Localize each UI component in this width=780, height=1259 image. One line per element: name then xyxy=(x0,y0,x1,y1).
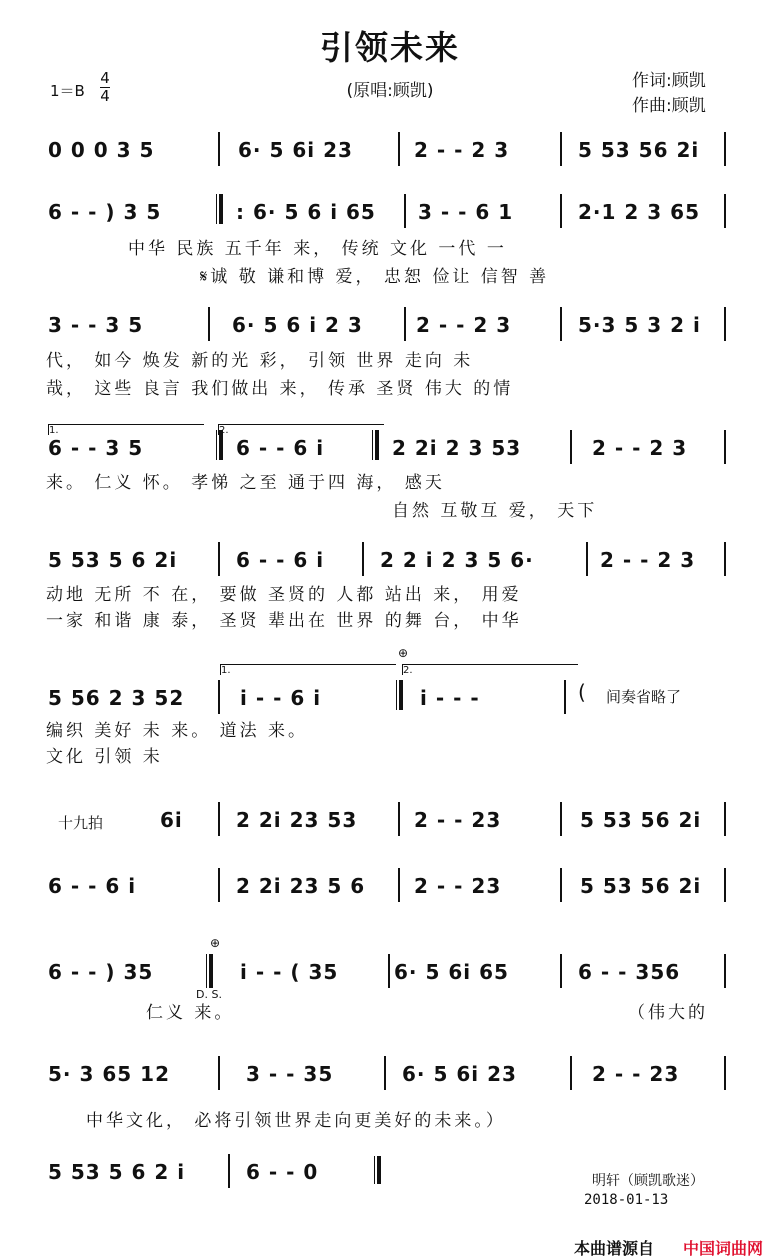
barline xyxy=(404,194,406,228)
measure-notes: 2 2i 23 53 xyxy=(236,808,358,832)
lyricist: 作词:顾凯 xyxy=(632,71,706,91)
footer-site-link[interactable]: 中国词曲网 xyxy=(683,1239,764,1258)
measure-notes: 0 0 0 3 5 xyxy=(48,138,155,162)
lyric-line: 自然 互敬互 爱， 天下 xyxy=(392,501,598,521)
final-barline xyxy=(374,1156,381,1184)
measure-notes: 6 - - ) 3 5 xyxy=(48,200,162,224)
barline xyxy=(228,1154,230,1188)
lyric-line: 代， 如今 焕发 新的光 彩， 引领 世界 走向 未 xyxy=(46,351,474,371)
measure-notes: 6 - - 0 xyxy=(246,1160,319,1184)
measure-notes: 2 - - 23 xyxy=(414,874,502,898)
measure-notes: 6 - - 6 i xyxy=(236,548,325,572)
measure-notes: 6 - - 6 i xyxy=(48,874,137,898)
volta-2b: 2. xyxy=(402,664,578,675)
footer-source-label: 本曲谱源自 xyxy=(574,1239,655,1258)
barline xyxy=(570,430,572,464)
lyric-line: 编织 美好 未 来。 道法 来。 xyxy=(46,721,309,741)
barline xyxy=(724,954,726,988)
measure-notes: 2 2 i 2 3 5 6· xyxy=(380,548,534,572)
barline xyxy=(218,542,220,576)
barline xyxy=(724,307,726,341)
time-signature-bottom: 4 xyxy=(100,87,110,105)
measure-notes: 5 53 5 6 2i xyxy=(48,548,178,572)
barline xyxy=(218,868,220,902)
measure-notes: i - - 6 i xyxy=(240,686,322,710)
coda-icon: ⊕ xyxy=(398,646,409,660)
barline xyxy=(560,194,562,228)
page-title: 引领未来 xyxy=(320,28,460,67)
repeat-end-barline-2 xyxy=(396,680,403,710)
ds-mark: D. S. xyxy=(196,988,222,1001)
key-signature: 1＝B xyxy=(50,82,85,100)
barline xyxy=(218,802,220,836)
lyric-line: 一家 和谐 康 泰， 圣贤 辈出在 世界 的舞 台， 中华 xyxy=(46,611,522,631)
barline xyxy=(218,132,220,166)
barline xyxy=(218,680,220,714)
lyric-line: （伟大的 xyxy=(628,1003,708,1023)
lyric-line: 来。 仁义 怀。 孝悌 之至 通于四 海， 感天 xyxy=(46,473,445,493)
measure-notes: 2 - - 23 xyxy=(592,1062,680,1086)
barline xyxy=(398,868,400,902)
measure-notes: 6 - - 3 5 xyxy=(48,436,144,460)
time-signature xyxy=(100,70,110,105)
measure-notes: 5 53 56 2i xyxy=(578,138,700,162)
measure-notes: 2 - - 2 3 xyxy=(600,548,696,572)
measure-notes: 6· 5 6i 23 xyxy=(402,1062,517,1086)
measure-notes: 5 53 56 2i xyxy=(580,808,702,832)
lyric-line: 哉， 这些 良言 我们做出 来， 传承 圣贤 伟大 的情 xyxy=(46,379,514,399)
measure-notes: 2·1 2 3 65 xyxy=(578,200,700,224)
volta-1: 1. xyxy=(48,424,204,435)
measure-notes: 6· 5 6i 65 xyxy=(394,960,509,984)
barline xyxy=(586,542,588,576)
barline xyxy=(570,1056,572,1090)
barline xyxy=(560,307,562,341)
measure-notes: 3 - - 35 xyxy=(246,1062,334,1086)
measure-notes: 2 2i 23 5 6 xyxy=(236,874,366,898)
measure-notes: i - - ( 35 xyxy=(240,960,339,984)
lyric-line: 仁义 来。 xyxy=(146,1003,235,1023)
composer: 作曲:顾凯 xyxy=(632,96,706,116)
barline xyxy=(724,430,726,464)
measure-notes: 2 2i 2 3 53 xyxy=(392,436,522,460)
measure-notes: i - - - xyxy=(420,686,480,710)
barline xyxy=(398,132,400,166)
nineteen-beats-label: 十九拍 xyxy=(58,814,104,832)
measure-notes: 5 56 2 3 52 xyxy=(48,686,185,710)
measure-notes: 6 - - 356 xyxy=(578,960,681,984)
lyric-line: 中华 民族 五千年 来， 传统 文化 一代 一 xyxy=(128,239,507,259)
measure-notes: 5 53 56 2i xyxy=(580,874,702,898)
measure-notes: 6· 5 6i 23 xyxy=(238,138,353,162)
final-segment-barline xyxy=(206,954,213,988)
measure-notes: 2 - - 23 xyxy=(414,808,502,832)
repeat-start-barline xyxy=(216,194,223,224)
time-signature-top: 4 xyxy=(100,69,110,87)
barline xyxy=(724,868,726,902)
measure-notes: 3 - - 3 5 xyxy=(48,313,144,337)
interlude-note: 间奏省略了 xyxy=(606,688,682,706)
barline xyxy=(560,868,562,902)
measure-notes: 6i xyxy=(160,808,183,832)
measure-notes: 6 - - ) 35 xyxy=(48,960,154,984)
barline xyxy=(560,954,562,988)
barline xyxy=(724,194,726,228)
volta-2: 2. xyxy=(218,424,384,435)
lyric-line: 文化 引领 未 xyxy=(46,747,163,767)
lyric-line: 中华文化， 必将引领世界走向更美好的未来。） xyxy=(86,1111,506,1131)
barline xyxy=(724,132,726,166)
coda-icon-2: ⊕ xyxy=(210,936,221,950)
repeat-end-barline xyxy=(216,430,223,460)
measure-notes: 2 - - 2 3 xyxy=(414,138,510,162)
measure-notes: 6 - - 6 i xyxy=(236,436,325,460)
barline xyxy=(384,1056,386,1090)
barline xyxy=(218,1056,220,1090)
measure-notes: : 6· 5 6 i 65 xyxy=(236,200,376,224)
credit: 明轩（顾凯歌迷） xyxy=(592,1173,704,1189)
lyric-line: 动地 无所 不 在， 要做 圣贤的 人都 站出 来， 用爱 xyxy=(46,585,522,605)
barline xyxy=(208,307,210,341)
measure-notes: 2 - - 2 3 xyxy=(592,436,688,460)
measure-notes: 5·3 5 3 2 i xyxy=(578,313,701,337)
lyric-line: 𝄋诚 敬 谦和博 爱， 忠恕 俭让 信智 善 xyxy=(200,267,550,287)
barline xyxy=(560,132,562,166)
measure-notes: 3 - - 6 1 xyxy=(418,200,514,224)
repeat-start-barline-2 xyxy=(372,430,379,460)
volta-1b: 1. xyxy=(220,664,396,675)
barline xyxy=(724,1056,726,1090)
barline xyxy=(362,542,364,576)
measure-notes: 5· 3 65 12 xyxy=(48,1062,170,1086)
measure-notes: 2 - - 2 3 xyxy=(416,313,512,337)
barline xyxy=(404,307,406,341)
barline xyxy=(724,542,726,576)
barline xyxy=(388,954,390,988)
date: 2018-01-13 xyxy=(584,1192,669,1208)
original-singer: (原唱:顾凯) xyxy=(346,81,434,101)
barline xyxy=(560,802,562,836)
barline xyxy=(724,802,726,836)
measure-notes: 5 53 5 6 2 i xyxy=(48,1160,186,1184)
open-paren: ( xyxy=(578,680,586,704)
barline xyxy=(398,802,400,836)
measure-notes: 6· 5 6 i 2 3 xyxy=(232,313,363,337)
barline xyxy=(564,680,566,714)
